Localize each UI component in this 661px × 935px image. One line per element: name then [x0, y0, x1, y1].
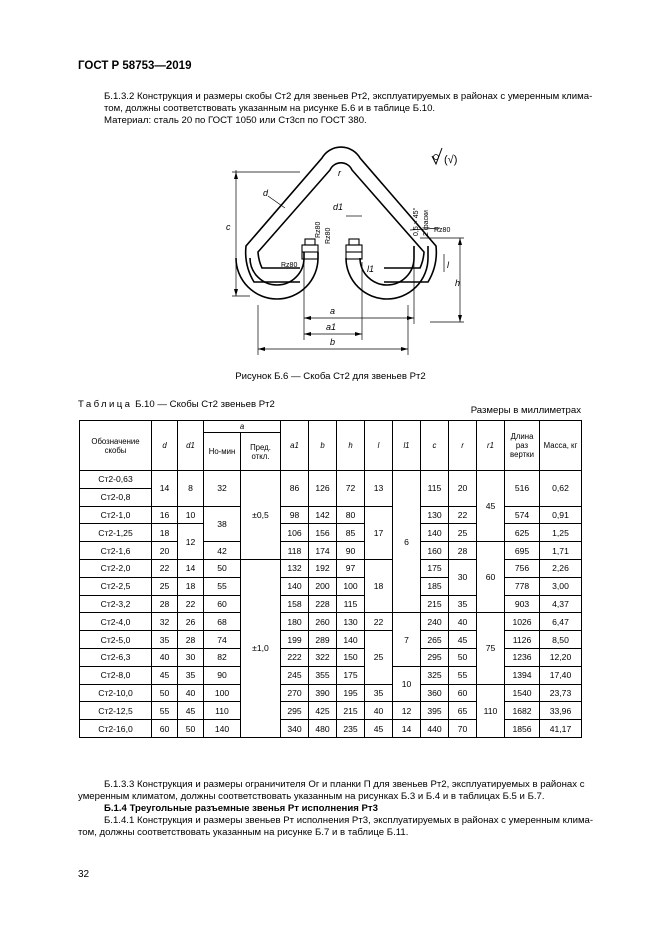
- table-caption-text: Б.10 — Скобы Ст2 звеньев Рт2: [135, 399, 275, 410]
- cell-b: 228: [309, 595, 337, 613]
- cell-b: 260: [309, 613, 337, 631]
- th-d: d: [152, 421, 178, 471]
- cell-c: 360: [421, 684, 449, 702]
- cell-mass: 3,00: [540, 577, 582, 595]
- cell-length: 903: [505, 595, 540, 613]
- cell-designation: Ст2-5,0: [80, 631, 152, 649]
- table-row: [80, 471, 582, 489]
- cell-mass: 4,37: [540, 595, 582, 613]
- cell-d: 22: [152, 559, 178, 577]
- cell-designation: Ст2-2,5: [80, 577, 152, 595]
- th-length: Длина раз вертки: [505, 421, 540, 471]
- cell-d: 20: [152, 542, 178, 560]
- cell-a-nom: 82: [204, 648, 241, 666]
- cell-b: 200: [309, 577, 337, 595]
- cell-designation: Ст2-1,25: [80, 524, 152, 542]
- th-a: a: [204, 421, 281, 433]
- cell-b: 156: [309, 524, 337, 542]
- doc-title: ГОСТ Р 58753—2019: [78, 60, 192, 72]
- th-b: b: [309, 421, 337, 471]
- cell-d1: 12: [178, 524, 204, 560]
- cell-length: 1856: [505, 720, 540, 738]
- page-number: 32: [78, 869, 90, 880]
- label-r: r: [338, 168, 341, 178]
- th-mass: Масса, кг: [540, 421, 582, 471]
- cell-d1: 40: [178, 684, 204, 702]
- cell-h: 97: [337, 559, 365, 577]
- table-row: [80, 684, 582, 702]
- cell-a1: 158: [281, 595, 309, 613]
- cell-a-nom: 90: [204, 666, 241, 684]
- cell-c: 115: [421, 471, 449, 507]
- threaded-ends: [302, 239, 362, 259]
- cell-c: 130: [421, 506, 449, 524]
- label-a1: a1: [326, 322, 337, 332]
- cell-a1: 340: [281, 720, 309, 738]
- label-rz80-left: Rz80: [281, 262, 298, 269]
- cell-a-nom: 110: [204, 702, 241, 720]
- cell-c: 440: [421, 720, 449, 738]
- cell-b: 192: [309, 559, 337, 577]
- cell-a1: 140: [281, 577, 309, 595]
- cell-mass: 12,20: [540, 648, 582, 666]
- table-row: [80, 702, 582, 720]
- cell-b: 289: [309, 631, 337, 649]
- cell-a1: 132: [281, 559, 309, 577]
- cell-b: 142: [309, 506, 337, 524]
- cell-d1: 18: [178, 577, 204, 595]
- cell-designation: Ст2-8,0: [80, 666, 152, 684]
- cell-h: 80: [337, 506, 365, 524]
- cell-d: 35: [152, 631, 178, 649]
- cell-r: 35: [449, 595, 477, 613]
- cell-a1: 118: [281, 542, 309, 560]
- cell-r: 22: [449, 506, 477, 524]
- cell-b: 174: [309, 542, 337, 560]
- cell-c: 215: [421, 595, 449, 613]
- table-b10: [79, 420, 582, 738]
- table-caption-prefix: Таблица: [78, 399, 133, 410]
- cell-c: 160: [421, 542, 449, 560]
- cell-l: 25: [365, 631, 393, 684]
- th-a1: a1: [281, 421, 309, 471]
- cell-a-nom: 55: [204, 577, 241, 595]
- cell-length: 1126: [505, 631, 540, 649]
- cell-r: 20: [449, 471, 477, 507]
- cell-a-tol: ±0,5: [241, 471, 281, 560]
- cell-l: 45: [365, 720, 393, 738]
- cell-d: 40: [152, 648, 178, 666]
- th-r: r: [449, 421, 477, 471]
- table-caption: [78, 399, 275, 410]
- roughness-note: (√): [444, 154, 458, 166]
- cell-r: 65: [449, 702, 477, 720]
- cell-length: 695: [505, 542, 540, 560]
- cell-d1: 14: [178, 559, 204, 577]
- cell-mass: 0,91: [540, 506, 582, 524]
- label-rz80-mid1: Rz80: [315, 221, 322, 238]
- th-a-nom: Но-мин: [204, 433, 241, 471]
- cell-length: 516: [505, 471, 540, 507]
- cell-l: 40: [365, 702, 393, 720]
- cell-mass: 8,50: [540, 631, 582, 649]
- cell-mass: 6,47: [540, 613, 582, 631]
- table-row: [80, 577, 582, 595]
- label-c: c: [226, 222, 231, 232]
- th-r1: r1: [477, 421, 505, 471]
- cell-r: 50: [449, 648, 477, 666]
- cell-l: 17: [365, 506, 393, 559]
- cell-designation: Ст2-1,0: [80, 506, 152, 524]
- table-row: [80, 720, 582, 738]
- cell-length: 1236: [505, 648, 540, 666]
- cell-a-nom: 42: [204, 542, 241, 560]
- table-body: [80, 471, 582, 738]
- para1-line2: том, должны соответствовать указанным на рисунке Б.6 и в таблице Б.10.: [104, 103, 436, 114]
- table-row: [80, 506, 582, 524]
- cell-d: 60: [152, 720, 178, 738]
- cell-c: 395: [421, 702, 449, 720]
- cell-length: 574: [505, 506, 540, 524]
- cell-d1: 8: [178, 471, 204, 507]
- cell-l1: 14: [393, 720, 421, 738]
- cell-a-nom: 74: [204, 631, 241, 649]
- cell-r1: 110: [477, 684, 505, 737]
- cell-d: 28: [152, 595, 178, 613]
- cell-designation: Ст2-3,2: [80, 595, 152, 613]
- cell-designation: Ст2-10,0: [80, 684, 152, 702]
- cell-l: 13: [365, 471, 393, 507]
- para1-line1: Б.1.3.2 Конструкция и размеры скобы Ст2 для звеньев Рт2, эксплуатируемых в районах с умеренным клима-: [104, 91, 593, 102]
- cell-d: 18: [152, 524, 178, 542]
- cell-d: 32: [152, 613, 178, 631]
- cell-c: 325: [421, 666, 449, 684]
- cell-mass: 1,25: [540, 524, 582, 542]
- cell-l1: 10: [393, 666, 421, 702]
- para1-line3: Материал: сталь 20 по ГОСТ 1050 или Ст3сп по ГОСТ 380.: [104, 115, 367, 126]
- cell-mass: 0,62: [540, 471, 582, 507]
- cell-designation: Ст2-12,5: [80, 702, 152, 720]
- para2-line2: умеренным климатом, должны соответствовать указанным на рисунках Б.3 и Б.4 и в таблицах Б.5 и Б.7.: [78, 791, 545, 802]
- cell-r: 25: [449, 524, 477, 542]
- para2-line1: Б.1.3.3 Конструкция и размеры ограничителя Ог и планки П для звеньев Рт2, эксплуатируемых в районах с: [104, 779, 585, 790]
- cell-d: 50: [152, 684, 178, 702]
- cell-l1: 7: [393, 613, 421, 666]
- cell-h: 85: [337, 524, 365, 542]
- cell-b: 425: [309, 702, 337, 720]
- cell-h: 115: [337, 595, 365, 613]
- table-units: Размеры в миллиметрах: [470, 405, 581, 416]
- label-chamfer1: 0,5 × 45°: [413, 207, 420, 236]
- cell-r: 55: [449, 666, 477, 684]
- cell-h: 130: [337, 613, 365, 631]
- table-row: [80, 613, 582, 631]
- cell-a-nom: 38: [204, 506, 241, 542]
- cell-a1: 106: [281, 524, 309, 542]
- cell-designation: Ст2-6,3: [80, 648, 152, 666]
- th-l: l: [365, 421, 393, 471]
- cell-d1: 30: [178, 648, 204, 666]
- table-row: [80, 559, 582, 577]
- table-row: [80, 666, 582, 684]
- cell-d1: 22: [178, 595, 204, 613]
- cell-a1: 270: [281, 684, 309, 702]
- cell-l: 35: [365, 684, 393, 702]
- th-d1: d1: [178, 421, 204, 471]
- label-l: l: [447, 260, 449, 270]
- th-c: c: [421, 421, 449, 471]
- cell-d1: 10: [178, 506, 204, 524]
- cell-a1: 199: [281, 631, 309, 649]
- cell-a-nom: 50: [204, 559, 241, 577]
- cell-c: 175: [421, 559, 449, 577]
- label-d: d: [263, 188, 269, 198]
- cell-a1: 245: [281, 666, 309, 684]
- cell-l: 18: [365, 559, 393, 612]
- table-row: [80, 595, 582, 613]
- th-l1: l1: [393, 421, 421, 471]
- cell-a-nom: 32: [204, 471, 241, 507]
- table-row: [80, 648, 582, 666]
- cell-c: 295: [421, 648, 449, 666]
- label-h: h: [455, 278, 461, 288]
- cell-designation: Ст2-0,8: [80, 488, 152, 506]
- cell-designation: Ст2-16,0: [80, 720, 152, 738]
- cell-c: 185: [421, 577, 449, 595]
- cell-c: 140: [421, 524, 449, 542]
- cell-l1: 12: [393, 702, 421, 720]
- cell-length: 625: [505, 524, 540, 542]
- cell-a-nom: 60: [204, 595, 241, 613]
- cell-designation: Ст2-2,0: [80, 559, 152, 577]
- th-designation: Обозначение скобы: [80, 421, 152, 471]
- cell-designation: Ст2-4,0: [80, 613, 152, 631]
- cell-d1: 26: [178, 613, 204, 631]
- para3-line1: Б.1.4.1 Конструкция и размеры звеньев Рт исполнения Рт3, эксплуатируемых в районах с умеренным клима-: [104, 815, 594, 826]
- cell-r1: 75: [477, 613, 505, 684]
- cell-mass: 41,17: [540, 720, 582, 738]
- roughness-symbol: [432, 148, 457, 166]
- cell-length: 1682: [505, 702, 540, 720]
- cell-d1: 35: [178, 666, 204, 684]
- cell-d: 25: [152, 577, 178, 595]
- shackle-outline: [236, 147, 436, 299]
- cell-mass: 33,96: [540, 702, 582, 720]
- cell-mass: 1,71: [540, 542, 582, 560]
- cell-d: 14: [152, 471, 178, 507]
- figure-caption: Рисунок Б.6 — Скоба Ст2 для звеньев Рт2: [235, 371, 426, 382]
- shackle-drawing: [0, 0, 661, 370]
- cell-l: 22: [365, 613, 393, 631]
- cell-a-nom: 100: [204, 684, 241, 702]
- cell-b: 480: [309, 720, 337, 738]
- label-chamfer2: 2 фаски: [423, 210, 430, 236]
- cell-r1: 45: [477, 471, 505, 542]
- cell-a1: 222: [281, 648, 309, 666]
- cell-h: 100: [337, 577, 365, 595]
- label-rz80-right: Rz80: [434, 227, 451, 234]
- para3-line2: том, должны соответствовать указанным на рисунке Б.7 и в таблице Б.11.: [78, 827, 409, 838]
- cell-length: 1394: [505, 666, 540, 684]
- table-row: [80, 631, 582, 649]
- cell-a1: 98: [281, 506, 309, 524]
- label-l1: l1: [367, 264, 375, 274]
- label-a: a: [330, 306, 336, 316]
- cell-c: 240: [421, 613, 449, 631]
- cell-mass: 17,40: [540, 666, 582, 684]
- cell-designation: Ст2-0,63: [80, 471, 152, 489]
- cell-length: 778: [505, 577, 540, 595]
- cell-b: 390: [309, 684, 337, 702]
- label-rz80-mid2: Rz80: [325, 227, 332, 244]
- cell-r: 45: [449, 631, 477, 649]
- table-row: [80, 542, 582, 560]
- cell-r: 30: [449, 559, 477, 595]
- label-d1: d1: [333, 202, 344, 212]
- cell-r: 70: [449, 720, 477, 738]
- th-h: h: [337, 421, 365, 471]
- cell-b: 126: [309, 471, 337, 507]
- cell-a-nom: 68: [204, 613, 241, 631]
- cell-r1: 60: [477, 542, 505, 613]
- table-row: [80, 524, 582, 542]
- cell-h: 175: [337, 666, 365, 684]
- cell-h: 140: [337, 631, 365, 649]
- cell-h: 150: [337, 648, 365, 666]
- cell-d: 16: [152, 506, 178, 524]
- cell-d: 45: [152, 666, 178, 684]
- cell-d1: 45: [178, 702, 204, 720]
- cell-b: 322: [309, 648, 337, 666]
- cell-c: 265: [421, 631, 449, 649]
- cell-d1: 50: [178, 720, 204, 738]
- cell-a1: 295: [281, 702, 309, 720]
- cell-b: 355: [309, 666, 337, 684]
- cell-h: 215: [337, 702, 365, 720]
- cell-a-tol: ±1,0: [241, 559, 281, 737]
- cell-d1: 28: [178, 631, 204, 649]
- cell-length: 1026: [505, 613, 540, 631]
- cell-a-nom: 140: [204, 720, 241, 738]
- cell-length: 1540: [505, 684, 540, 702]
- cell-a1: 180: [281, 613, 309, 631]
- cell-mass: 23,73: [540, 684, 582, 702]
- cell-r: 40: [449, 613, 477, 631]
- cell-h: 72: [337, 471, 365, 507]
- cell-length: 756: [505, 559, 540, 577]
- cell-designation: Ст2-1,6: [80, 542, 152, 560]
- cell-a1: 86: [281, 471, 309, 507]
- cell-r: 60: [449, 684, 477, 702]
- cell-d: 55: [152, 702, 178, 720]
- cell-h: 195: [337, 684, 365, 702]
- cell-mass: 2,26: [540, 559, 582, 577]
- label-b: b: [330, 337, 336, 347]
- cell-l1: 6: [393, 471, 421, 613]
- cell-h: 235: [337, 720, 365, 738]
- cell-r: 28: [449, 542, 477, 560]
- cell-h: 90: [337, 542, 365, 560]
- section-title: Б.1.4 Треугольные разъемные звенья Рт исполнения Рт3: [104, 803, 378, 814]
- th-a-tol: Пред. откл.: [241, 433, 281, 471]
